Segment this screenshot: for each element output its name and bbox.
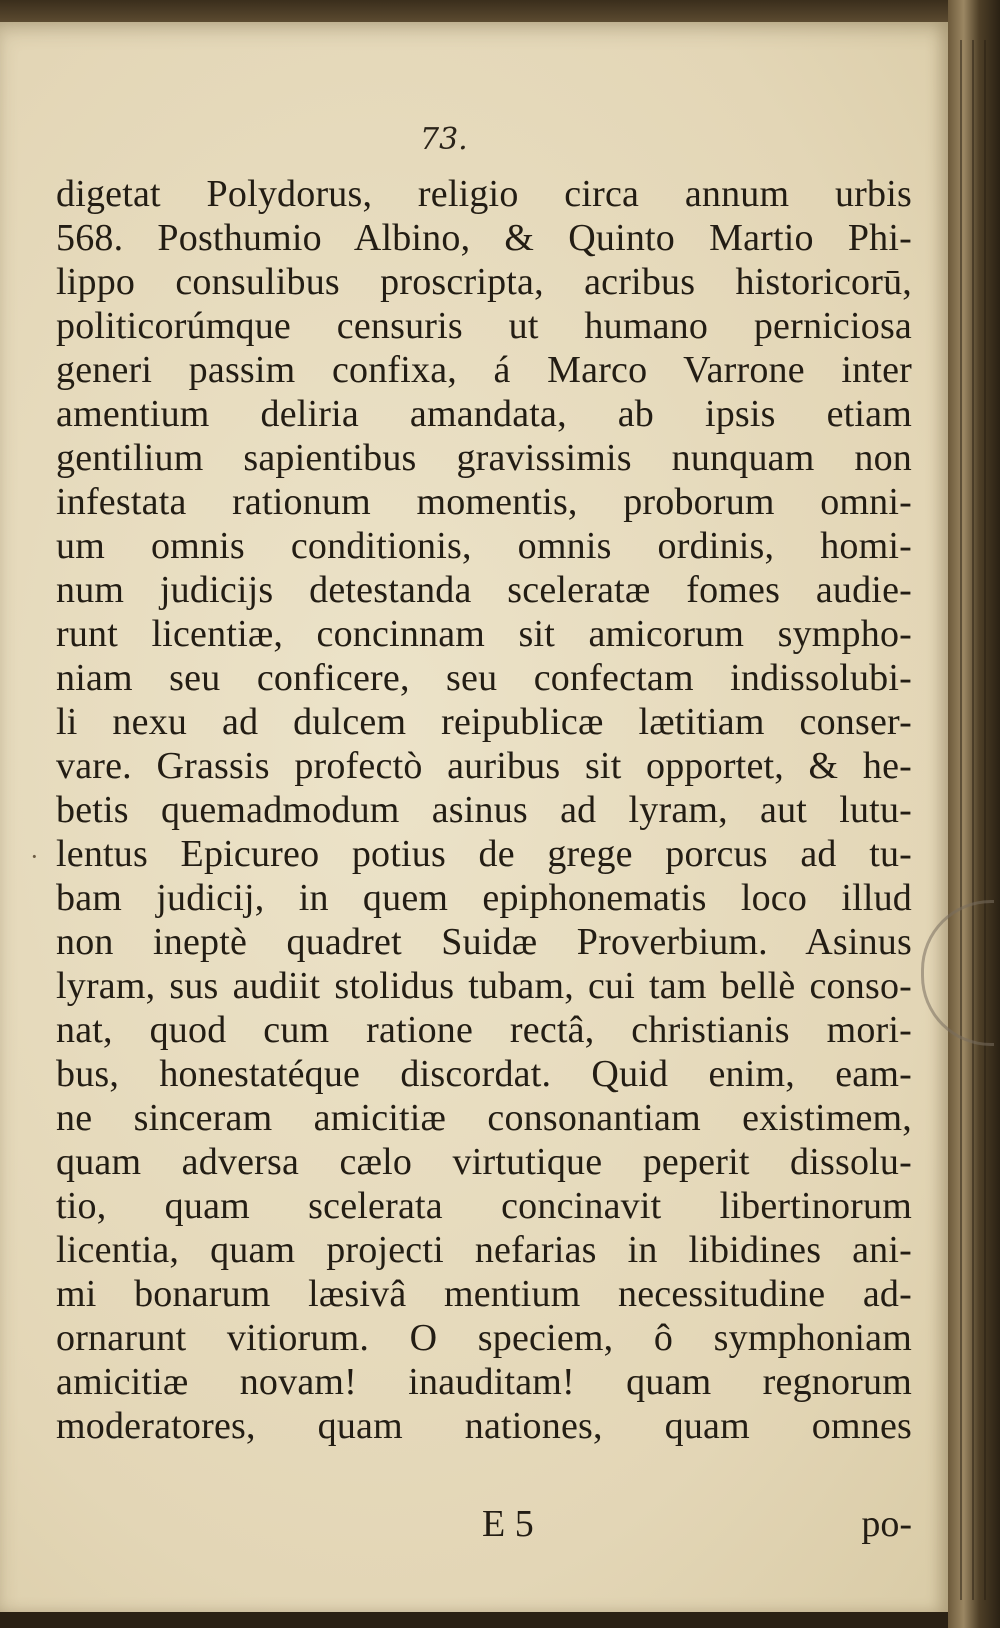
text-line: lentus Epicureo potius de grege porcus ad tu-: [56, 833, 912, 875]
text-line: ornarunt vitiorum. O speciem, ô symphoniam: [56, 1317, 912, 1359]
text-line: moderatores, quam nationes, quam omnes: [56, 1405, 912, 1447]
text-line: politicorúmque censuris ut humano perniciosa: [56, 305, 912, 347]
text-line: um omnis conditionis, omnis ordinis, homi-: [56, 525, 912, 567]
text-block: [56, 172, 912, 1448]
text-line: licentia, quam projecti nefarias in libidines ani-: [56, 1229, 912, 1271]
page-number: 73.: [420, 122, 468, 157]
text-line: li nexu ad dulcem reipublicæ lætitiam conser-: [56, 701, 912, 743]
margin-speck: ·: [30, 842, 39, 871]
signature-mark: E 5: [482, 1503, 534, 1545]
text-line: lippo consulibus proscripta, acribus historicorū,: [56, 261, 912, 303]
text-line: mi bonarum læsivâ mentium necessitudine ad-: [56, 1273, 912, 1315]
text-line: niam seu conficere, seu confectam indissolubi-: [56, 657, 912, 699]
text-line: bam judicij, in quem epiphonematis loco illud: [56, 877, 912, 919]
text-line: amicitiæ novam! inauditam! quam regnorum: [56, 1361, 912, 1403]
text-line: runt licentiæ, concinnam sit amicorum sympho-: [56, 613, 912, 655]
text-line: bus, honestatéque discordat. Quid enim, eam-: [56, 1053, 912, 1095]
text-line: gentilium sapientibus gravissimis nunquam non: [56, 437, 912, 479]
text-line: 568. Posthumio Albino, & Quinto Martio Phi-: [56, 217, 912, 259]
book-fore-edge: [948, 0, 1000, 1628]
text-line: vare. Grassis profectò auribus sit opportet, & he-: [56, 745, 912, 787]
text-line: lyram, sus audiit stolidus tubam, cui tam bellè conso-: [56, 965, 912, 1007]
text-line: nat, quod cum ratione rectâ, christianis mori-: [56, 1009, 912, 1051]
text-line: tio, quam scelerata concinavit libertinorum: [56, 1185, 912, 1227]
text-line: num judicijs detestanda sceleratæ fomes audie-: [56, 569, 912, 611]
text-line: quam adversa cælo virtutique peperit dissolu-: [56, 1141, 912, 1183]
text-line: non ineptè quadret Suidæ Proverbium. Asinus: [56, 921, 912, 963]
text-line: ne sinceram amicitiæ consonantiam existimem,: [56, 1097, 912, 1139]
catchword: po-: [861, 1503, 912, 1545]
book-top-edge: [0, 0, 1000, 22]
page-footer: [56, 1502, 912, 1546]
text-line: generi passim confixa, á Marco Varrone inter: [56, 349, 912, 391]
text-line: digetat Polydorus, religio circa annum urbis: [56, 173, 912, 215]
text-line: betis quemadmodum asinus ad lyram, aut lutu-: [56, 789, 912, 831]
text-line: amentium deliria amandata, ab ipsis etiam: [56, 393, 912, 435]
book-page: [0, 22, 948, 1612]
text-line: infestata rationum momentis, proborum omni-: [56, 481, 912, 523]
